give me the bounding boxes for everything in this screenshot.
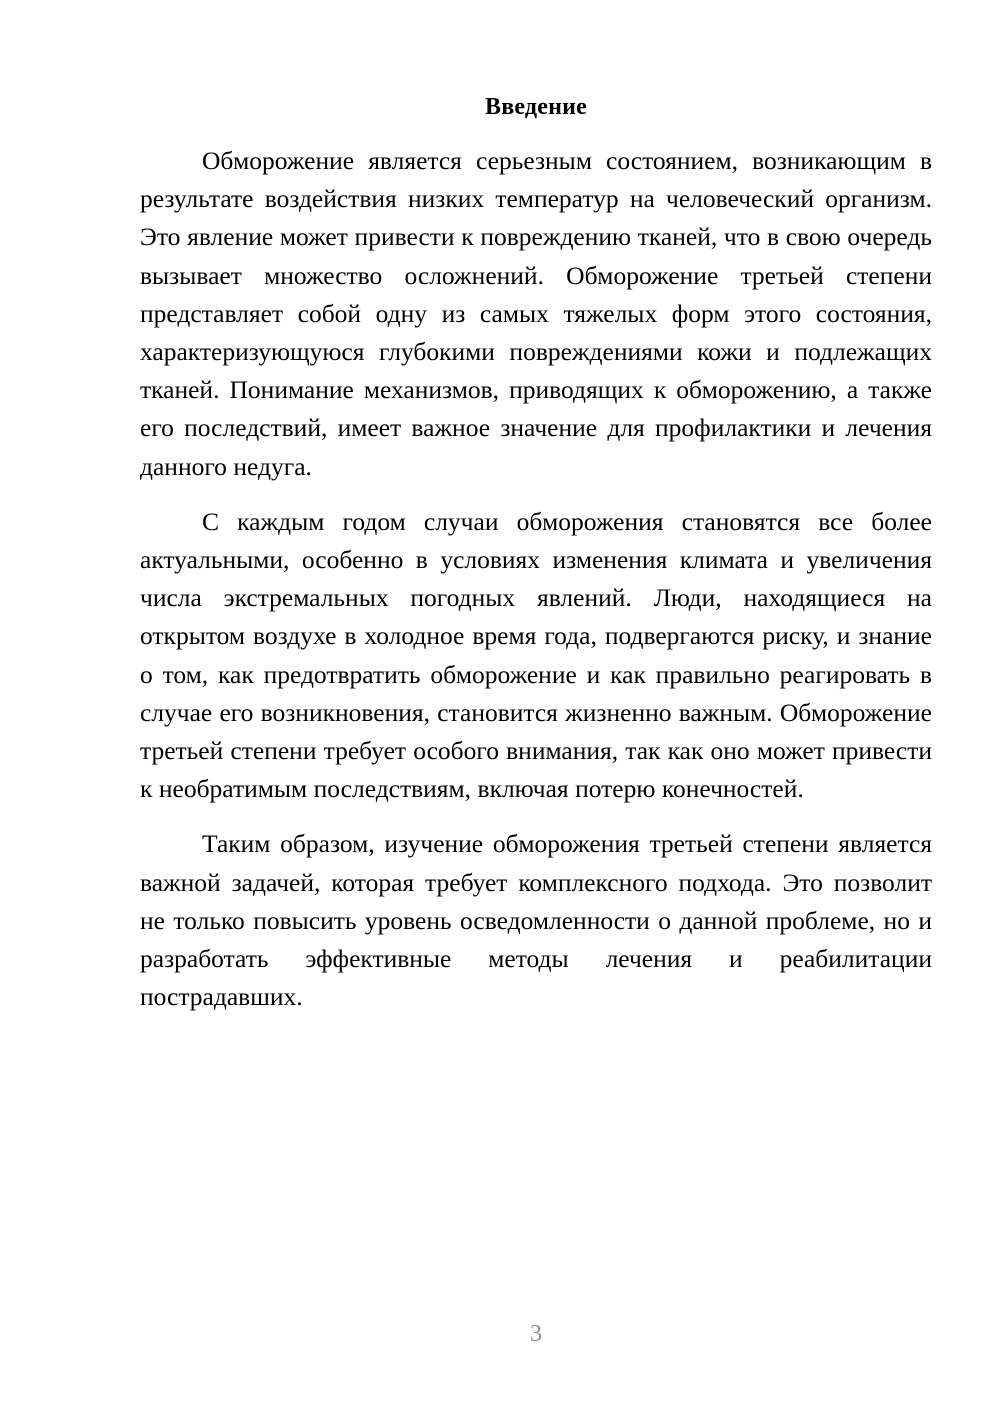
page-number: 3 (530, 1321, 542, 1347)
paragraph-block-3 (140, 808, 932, 1016)
body-paragraph: С каждым годом случаи обморожения становятся все более актуальными, особенно в условиях изменения климата и увеличения числа экстремальных погодных явлений. Люди, находящиеся на открытом воздухе в холодное время года, подвергаются риску, и знание о том, как предотвратить обморожение и как правильно реагировать в случае его возникновения, становится жизненно важным. Обморожение третьей степени требует особого внимания, так как оно может привести к необратимым последствиям, включая потерю конечностей. (140, 506, 932, 804)
paragraph-block-1 (140, 122, 932, 486)
body-paragraph: Таким образом, изучение обморожения третьей степени является важной задачей, которая требует комплексного подхода. Это позволит не только повысить уровень осведомленности о данной проблеме, но и разработать эффективные методы лечения и реабилитации пострадавших. (140, 829, 932, 1012)
paragraph-block-2 (140, 486, 932, 809)
page-title: Введение (484, 94, 587, 120)
page-number-footer (0, 1322, 1000, 1346)
page-content (140, 0, 932, 1016)
body-paragraph: Обморожение является серьезным состоянием, возникающим в результате воздействия низких температур на человеческий организм. Это явление может привести к повреждению тканей, что в свою очередь вызывает множество осложнений. Обморожение третьей степени представляет собой одну из самых тяжелых форм этого состояния, характеризующуюся глубокими повреждениями кожи и подлежащих тканей. Понимание механизмов, приводящих к обморожению, а также его последствий, имеет важное значение для профилактики и лечения данного недуга. (140, 146, 932, 481)
